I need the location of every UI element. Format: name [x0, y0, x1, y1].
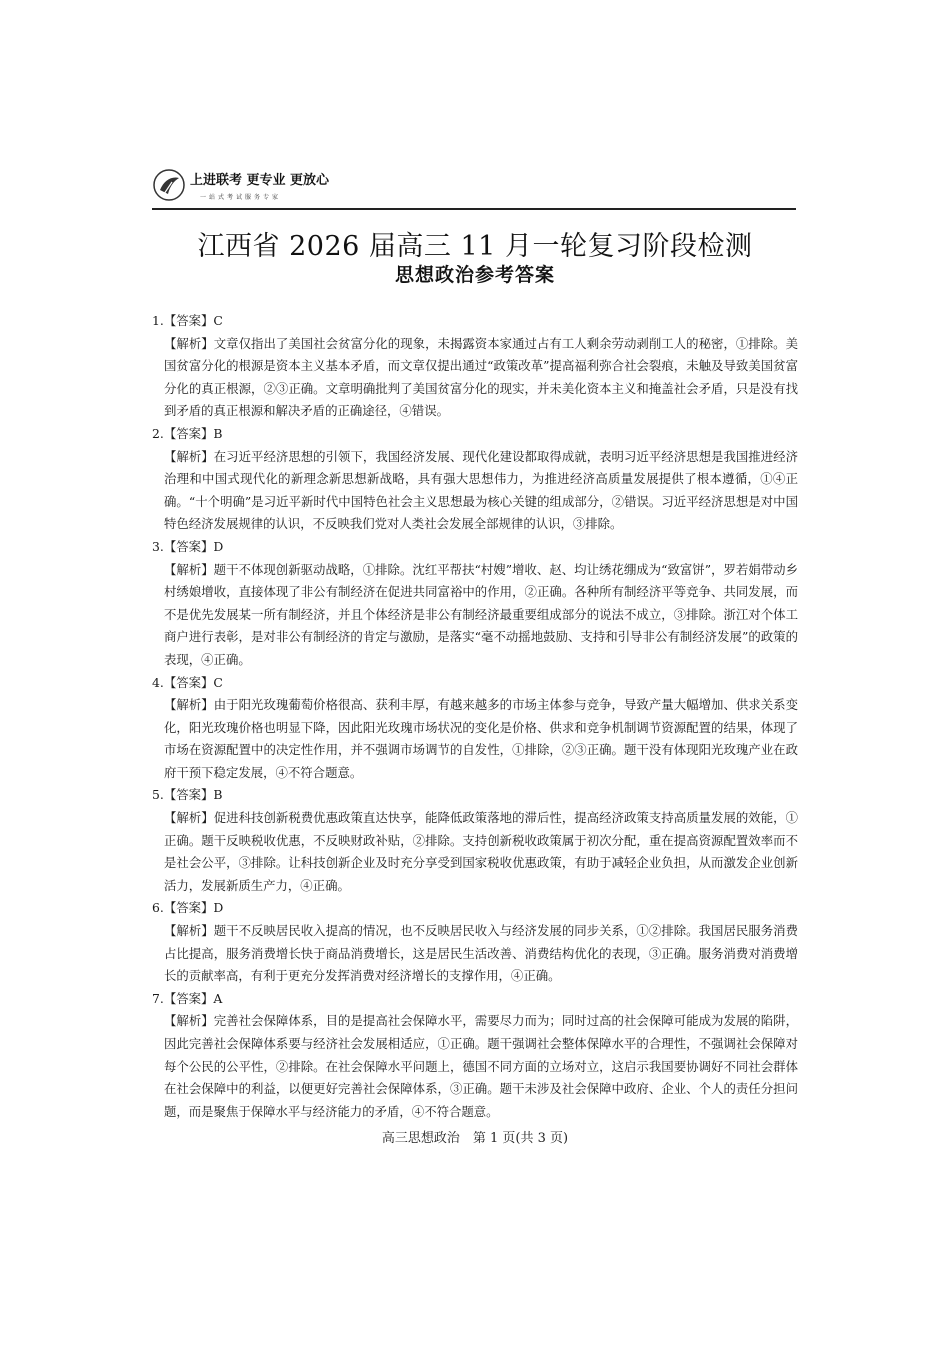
- header-rule: [152, 208, 796, 210]
- question-6: [152, 897, 798, 987]
- question-5: [152, 784, 798, 897]
- answer-label: 7.【答案】A: [152, 990, 223, 1006]
- answer-label: 2.【答案】B: [152, 425, 223, 441]
- slogan: 上进联考 更专业 更放心: [190, 173, 330, 188]
- logo-icon: [152, 168, 186, 202]
- explanation: 【解析】文章仅指出了美国社会贫富分化的现象，未揭露资本家通过占有工人剩余劳动剥削工人的秘密，①排除。美国贫富分化的根源是资本主义基本矛盾，而文章仅提出通过“政策改革”提高福利弥合社会裂痕，未触及导致美国贫富分化的真正根源，②③正确。文章明确批判了美国贫富分化的现实，并未美化资本主义和掩盖社会矛盾，只是没有找到矛盾的真正根源和解决矛盾的正确途径，④错误。: [164, 335, 798, 419]
- explanation: 【解析】由于阳光玫瑰葡萄价格很高、获利丰厚，有越来越多的市场主体参与竞争，导致产量大幅增加、供求关系变化，阳光玫瑰价格也明显下降，因此阳光玫瑰市场状况的变化是价格、供求和竞争机制调节资源配置的结果，体现了市场在资源配置中的决定性作用，并不强调市场调节的自发性，①排除，②③正确。题干没有体现阳光玫瑰产业在政府干预下稳定发展，④不符合题意。: [164, 697, 798, 780]
- tagline: 一站式考试服务专家: [200, 194, 282, 201]
- explanation: 【解析】在习近平经济思想的引领下，我国经济发展、现代化建设都取得成就，表明习近平经济思想是我国推进经济治理和中国式现代化的新理念新思想新战略，具有强大思想伟力，为推进经济高质量发展提供了根本遵循，①④正确。“十个明确”是习近平新时代中国特色社会主义思想最为核心关键的组成部分，②错误。习近平经济思想是对中国特色经济发展规律的认识，不反映我们党对人类社会发展全部规律的认识，③排除。: [164, 448, 798, 532]
- question-3: [152, 536, 798, 672]
- answer-label: 1.【答案】C: [152, 313, 223, 328]
- answer-label: 3.【答案】D: [152, 538, 224, 554]
- explanation: 【解析】促进科技创新税费优惠政策直达快享，能降低政策落地的滞后性，提高经济政策支持高质量发展的效能，①正确。题干反映税收优惠，不反映财政补贴，②排除。支持创新税收政策属于初次分配，重在提高资源配置效率而不是社会公平，③排除。让科技创新企业及时充分享受到国家税收优惠政策，有助于减轻企业负担，从而激发企业创新活力，发展新质生产力，④正确。: [164, 810, 798, 893]
- header-logo: [152, 168, 329, 202]
- explanation: 【解析】题干不反映居民收入提高的情况，也不反映居民收入与经济发展的同步关系，①②排除。我国居民服务消费占比提高，服务消费增长快于商品消费增长，这是居民生活改善、消费结构优化的表现，③正确。服务消费对消费增长的贡献率高，有利于更充分发挥消费对经济增长的支撑作用，④正确。: [164, 923, 798, 984]
- explanation: 【解析】完善社会保障体系，目的是提高社会保障水平，需要尽力而为；同时过高的社会保障可能成为发展的陷阱，因此完善社会保障体系要与经济社会发展相适应，①正确。题干强调社会整体保障水平的合理性，不强调社会保障对每个公民的公平性，②排除。在社会保障水平问题上，德国不同方面的立场对立，这启示我国要协调好不同社会群体在社会保障中的利益，以便更好完善社会保障体系，③正确。题干未涉及社会保障中政府、企业、个人的责任分担问题，而是聚焦于保障水平与经济能力的矛盾，④不符合题意。: [164, 1013, 798, 1119]
- question-7: [152, 988, 798, 1124]
- answer-content: [152, 310, 798, 1123]
- question-2: [152, 423, 798, 536]
- question-1: [152, 310, 798, 423]
- question-4: [152, 672, 798, 785]
- answer-label: 4.【答案】C: [152, 674, 223, 690]
- page-title: 江西省 2026 届高三 11 月一轮复习阶段检测: [197, 231, 753, 262]
- answer-label: 6.【答案】D: [152, 900, 224, 916]
- answer-label: 5.【答案】B: [152, 787, 223, 803]
- page-subtitle: 思想政治参考答案: [394, 264, 555, 286]
- page-footer: 高三思想政治 第 1 页(共 3 页): [381, 1131, 569, 1146]
- explanation: 【解析】题干不体现创新驱动战略，①排除。沈红平帮扶“村嫂”增收、赵、均让绣花绷成为“致富饼”，罗若娟带动乡村绣娘增收，直接体现了非公有制经济在促进共同富裕中的作用，②正确。各种所有制经济平等竞争、共同发展，而不是优先发展某一所有制经济，并且个体经济是非公有制经济最重要组成部分的说法不成立，③排除。浙江对个体工商户进行表彰，是对非公有制经济的肯定与激励，是落实“毫不动摇地鼓励、支持和引导非公有制经济发展”的政策的表现，④正确。: [164, 561, 798, 667]
